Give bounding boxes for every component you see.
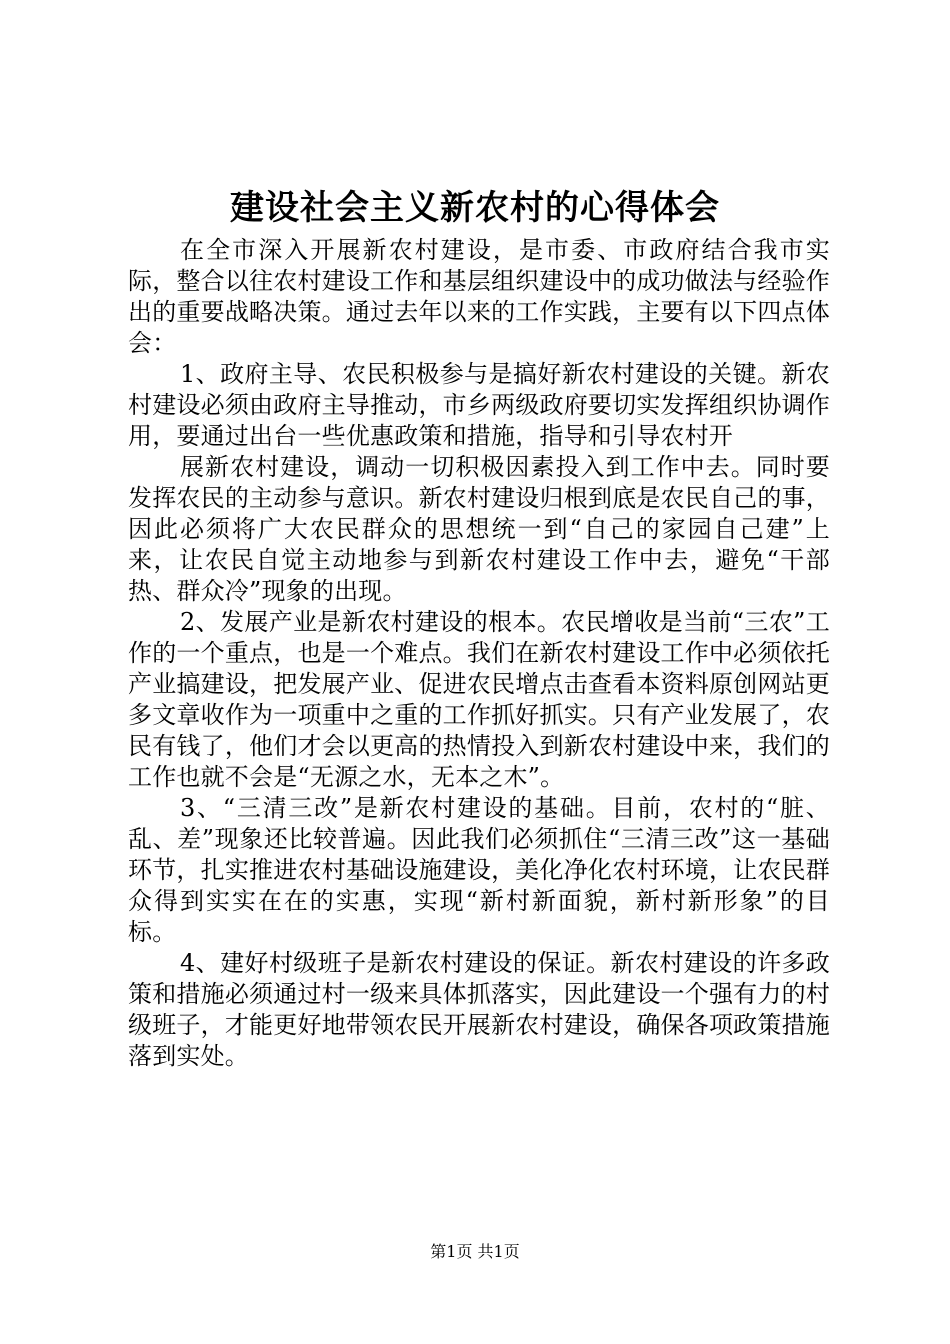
paragraph-point-2: 2、发展产业是新农村建设的根本。农民增收是当前“三农”工作的一个重点，也是一个难点。我们在新农村建设工作中必须依托产业搞建设，把发展产业、促进农民增点击查看本资料原创网站更多文章收作为一项重中之重的工作抓好抓实。只有产业发展了，农民有钱了，他们才会以更高的热情投入到新农村建设中来，我们的工作也就不会是“无源之水，无本之木”。 — [128, 608, 830, 791]
paragraph-point-4: 4、建好村级班子是新农村建设的保证。新农村建设的许多政策和措施必须通过村一级来具体抓落实，因此建设一个强有力的村级班子，才能更好地带领农民开展新农村建设，确保各项政策措施落到实处。 — [128, 949, 830, 1070]
paragraph-point-1: 1、政府主导、农民积极参与是搞好新农村建设的关键。新农村建设必须由政府主导推动，市乡两级政府要切实发挥组织协调作用，要通过出台一些优惠政策和措施，指导和引导农村开 — [128, 360, 830, 450]
document-body — [128, 235, 830, 1072]
paragraph-point-1-continued: 展新农村建设，调动一切积极因素投入到工作中去。同时要发挥农民的主动参与意识。新农村建设归根到底是农民自己的事，因此必须将广大农民群众的思想统一到“自己的家园自己建”上来，让农民自觉主动地参与到新农村建设工作中去，避免“干部热、群众冷”现象的出现。 — [128, 453, 830, 605]
paragraph-intro: 在全市深入开展新农村建设，是市委、市政府结合我市实际，整合以往农村建设工作和基层组织建设中的成功做法与经验作出的重要战略决策。通过去年以来的工作实践，主要有以下四点体会： — [128, 236, 830, 357]
paragraph-point-3: 3、“三清三改”是新农村建设的基础。目前，农村的“脏、乱、差”现象还比较普遍。因此我们必须抓住“三清三改”这一基础环节，扎实推进农村基础设施建设，美化净化农村环境，让农民群众得到实实在在的实惠，实现“新村新面貌，新村新形象”的目标。 — [128, 794, 830, 946]
page-footer: 第1页 共1页 — [430, 1242, 520, 1261]
document-title: 建设社会主义新农村的心得体会 — [230, 188, 720, 228]
